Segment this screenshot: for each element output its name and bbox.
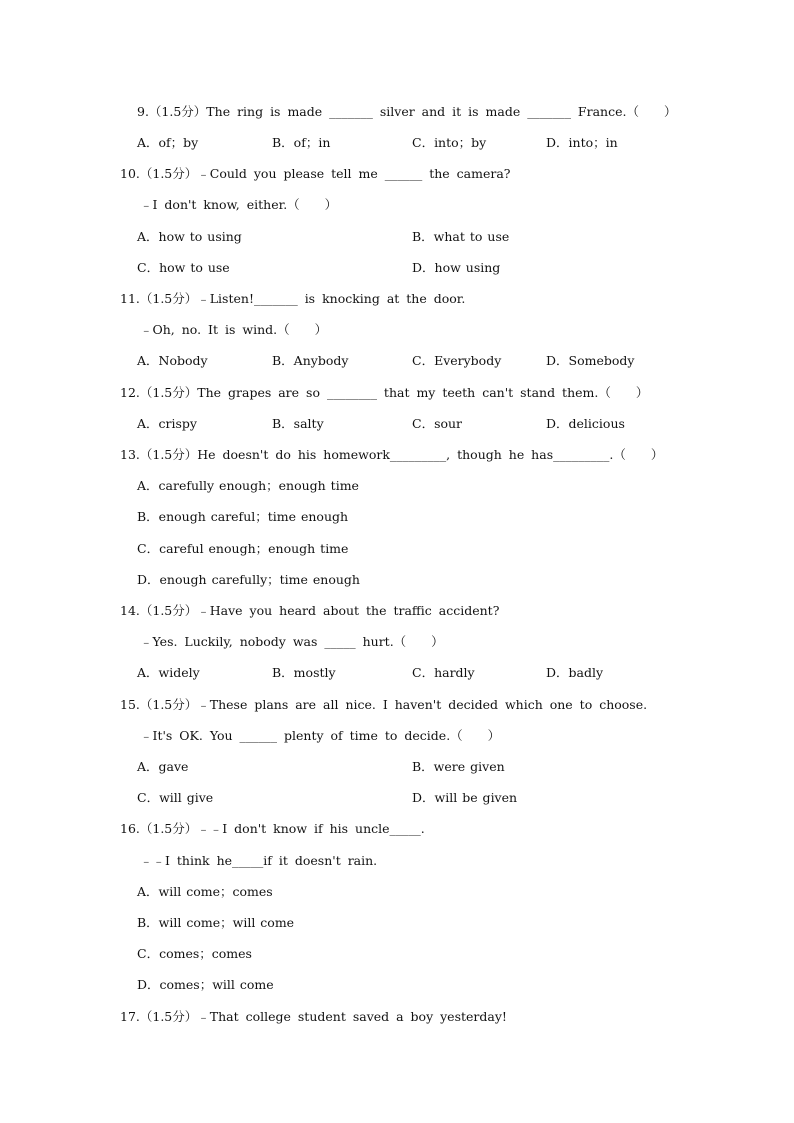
option-c: C．careful enough；enough time (137, 541, 349, 556)
question-stem: 9.（1.5分）The ring is made _______ silver and it is made _______ France.（ ） (137, 104, 677, 119)
option-d: D．will be given (412, 790, 518, 805)
option-a: A．will come；comes (137, 884, 273, 899)
option-c: C．how to use (137, 260, 230, 275)
option-b: B．were given (412, 759, 505, 774)
option-d: D．into；in (546, 135, 618, 150)
option-d: D．badly (546, 665, 604, 680)
option-d: D．how using (412, 260, 501, 275)
option-a: A．Nobody (137, 353, 208, 368)
option-a: A．of；by (137, 135, 199, 150)
question-stem: 13.（1.5分）He doesn't do his homework_________, though he has_________.（ ） (120, 447, 664, 462)
option-c: C．Everybody (412, 353, 502, 368)
option-b: B．of；in (272, 135, 331, 150)
option-a: A．carefully enough；enough time (137, 478, 359, 493)
question-reply: ﹣I don't know, either.（ ） (140, 197, 338, 212)
option-a: A．gave (137, 759, 189, 774)
option-b: B．enough careful；time enough (137, 509, 349, 524)
question-reply: ﹣﹣I think he_____if it doesn't rain. (140, 853, 378, 868)
option-d: D．comes；will come (137, 977, 274, 992)
question-stem: 16.（1.5分）﹣﹣I don't know if his uncle_____. (120, 821, 425, 836)
question-stem: 15.（1.5分）﹣These plans are all nice. I haven't decided which one to choose. (120, 697, 648, 712)
question-stem: 17.（1.5分）﹣That college student saved a boy yesterday! (120, 1009, 507, 1024)
option-c: C．comes；comes (137, 946, 252, 961)
option-c: C．into；by (412, 135, 487, 150)
option-a: A．how to using (137, 229, 242, 244)
option-b: B．salty (272, 416, 324, 431)
question-stem: 14.（1.5分）﹣Have you heard about the traffic accident? (120, 603, 500, 618)
option-a: A．widely (137, 665, 200, 680)
question-reply: ﹣It's OK. You ______ plenty of time to decide.（ ） (140, 728, 501, 743)
question-stem: 11.（1.5分）﹣Listen!_______ is knocking at the door. (120, 291, 466, 306)
option-c: C．will give (137, 790, 214, 805)
option-d: D．Somebody (546, 353, 635, 368)
question-stem: 10.（1.5分）﹣Could you please tell me ______ the camera? (120, 166, 511, 181)
option-a: A．crispy (137, 416, 197, 431)
option-c: C．sour (412, 416, 463, 431)
option-b: B．what to use (412, 229, 510, 244)
question-stem: 12.（1.5分）The grapes are so ________ that my teeth can't stand them.（ ） (120, 385, 649, 400)
option-d: D．delicious (546, 416, 625, 431)
question-reply: ﹣Oh, no. It is wind.（ ） (140, 322, 328, 337)
option-d: D．enough carefully；time enough (137, 572, 360, 587)
option-b: B．Anybody (272, 353, 349, 368)
option-c: C．hardly (412, 665, 475, 680)
question-reply: ﹣Yes. Luckily, nobody was _____ hurt.（ ） (140, 634, 444, 649)
option-b: B．mostly (272, 665, 336, 680)
option-b: B．will come；will come (137, 915, 295, 930)
